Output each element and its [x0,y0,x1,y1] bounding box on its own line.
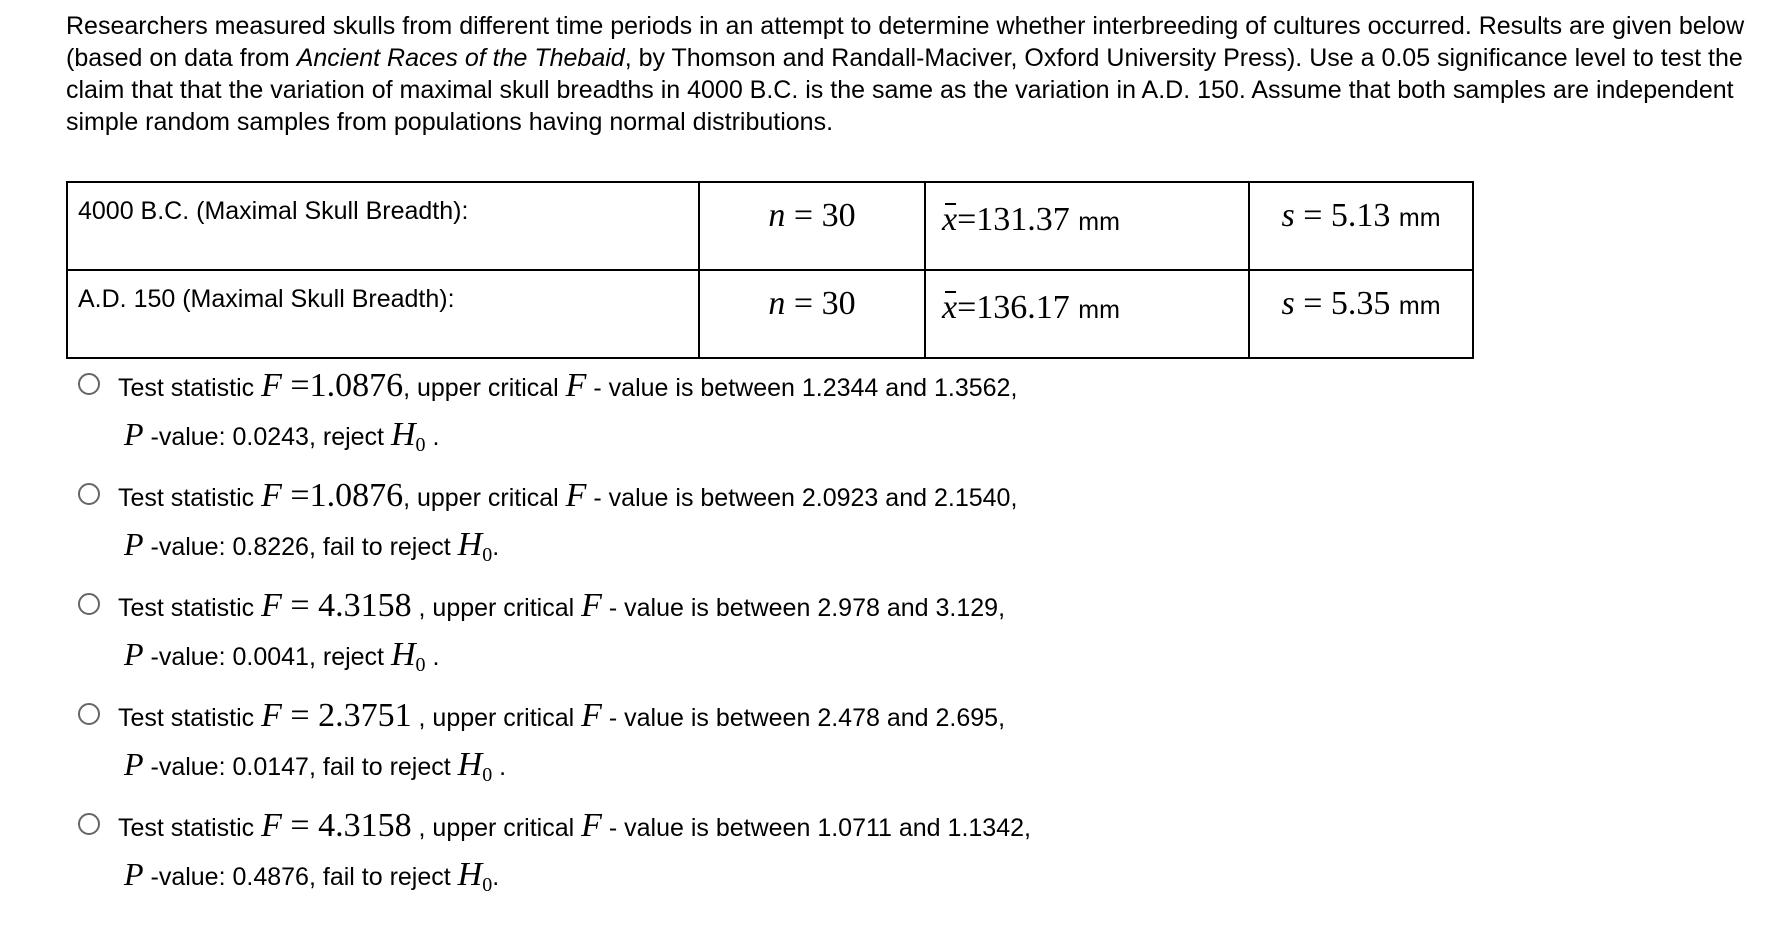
table-row [67,270,1473,358]
option-line-2: P -value: 0.0147, fail to reject H0 . [124,746,507,786]
data-table [66,181,1474,359]
option-line-1: Test statistic F = 2.3751 , upper critical F - value is between 2.478 and 2.695, [118,697,1006,734]
row-label: 4000 B.C. (Maximal Skull Breadth): [78,197,469,225]
radio-button[interactable] [78,593,100,615]
radio-button[interactable] [78,703,100,725]
question-body: , by Thomson and Randall-Maciver, Oxford University Press). Use a 0.05 significance level to test the claim that that the variation of maximal skull breadths in 4000 B.C. is the same as the variation in A.D. 150. Assume that both samples are independent simple random samples from populations having normal distributions. [66,44,1743,136]
question-intro: Researchers measured skulls from different time periods in an attempt to determine whether interbreeding of cultures occurred. Results are given below (based on data from [66,12,1745,72]
n-value: n = 30 [768,197,856,234]
sd-cell [1249,182,1473,270]
option-line-1: Test statistic F = 4.3158 , upper critical F - value is between 2.978 and 3.129, [118,587,1006,624]
option-line-2: P -value: 0.0243, reject H0 . [124,416,440,456]
option-line-2: P -value: 0.0041, reject H0 . [124,636,440,676]
option-line-1: Test statistic F =1.0876, upper critical F - value is between 2.0923 and 2.1540, [118,477,1018,514]
answer-option-4[interactable] [78,696,1278,806]
n-cell [699,270,925,358]
n-cell [699,182,925,270]
answer-option-2[interactable] [78,476,1278,586]
option-line-1: Test statistic F =1.0876, upper critical F - value is between 1.2344 and 1.3562, [118,367,1018,404]
answer-option-5[interactable] [78,806,1278,916]
row-label: A.D. 150 (Maximal Skull Breadth): [78,285,455,313]
option-line-1: Test statistic F = 4.3158 , upper critical F - value is between 1.0711 and 1.1342, [118,807,1031,844]
sd-cell [1249,270,1473,358]
source-title: Ancient Races of the Thebaid [296,44,625,72]
radio-button[interactable] [78,483,100,505]
row-label-cell [67,182,699,270]
answer-option-1[interactable] [78,366,1278,476]
answer-option-3[interactable] [78,586,1278,696]
sd-value: s = 5.35 mm [1281,285,1441,322]
table-row [67,182,1473,270]
mean-cell [925,270,1249,358]
radio-button[interactable] [78,373,100,395]
radio-button[interactable] [78,813,100,835]
mean-cell [925,182,1249,270]
answer-options [78,366,1278,916]
mean-value: x=131.37 mm [942,201,1120,238]
row-label-cell [67,270,699,358]
n-value: n = 30 [768,285,856,322]
sd-value: s = 5.13 mm [1281,197,1441,234]
option-line-2: P -value: 0.8226, fail to reject H0. [124,526,500,566]
option-line-2: P -value: 0.4876, fail to reject H0. [124,856,500,896]
mean-value: x=136.17 mm [942,289,1120,326]
question-text [66,10,1756,138]
